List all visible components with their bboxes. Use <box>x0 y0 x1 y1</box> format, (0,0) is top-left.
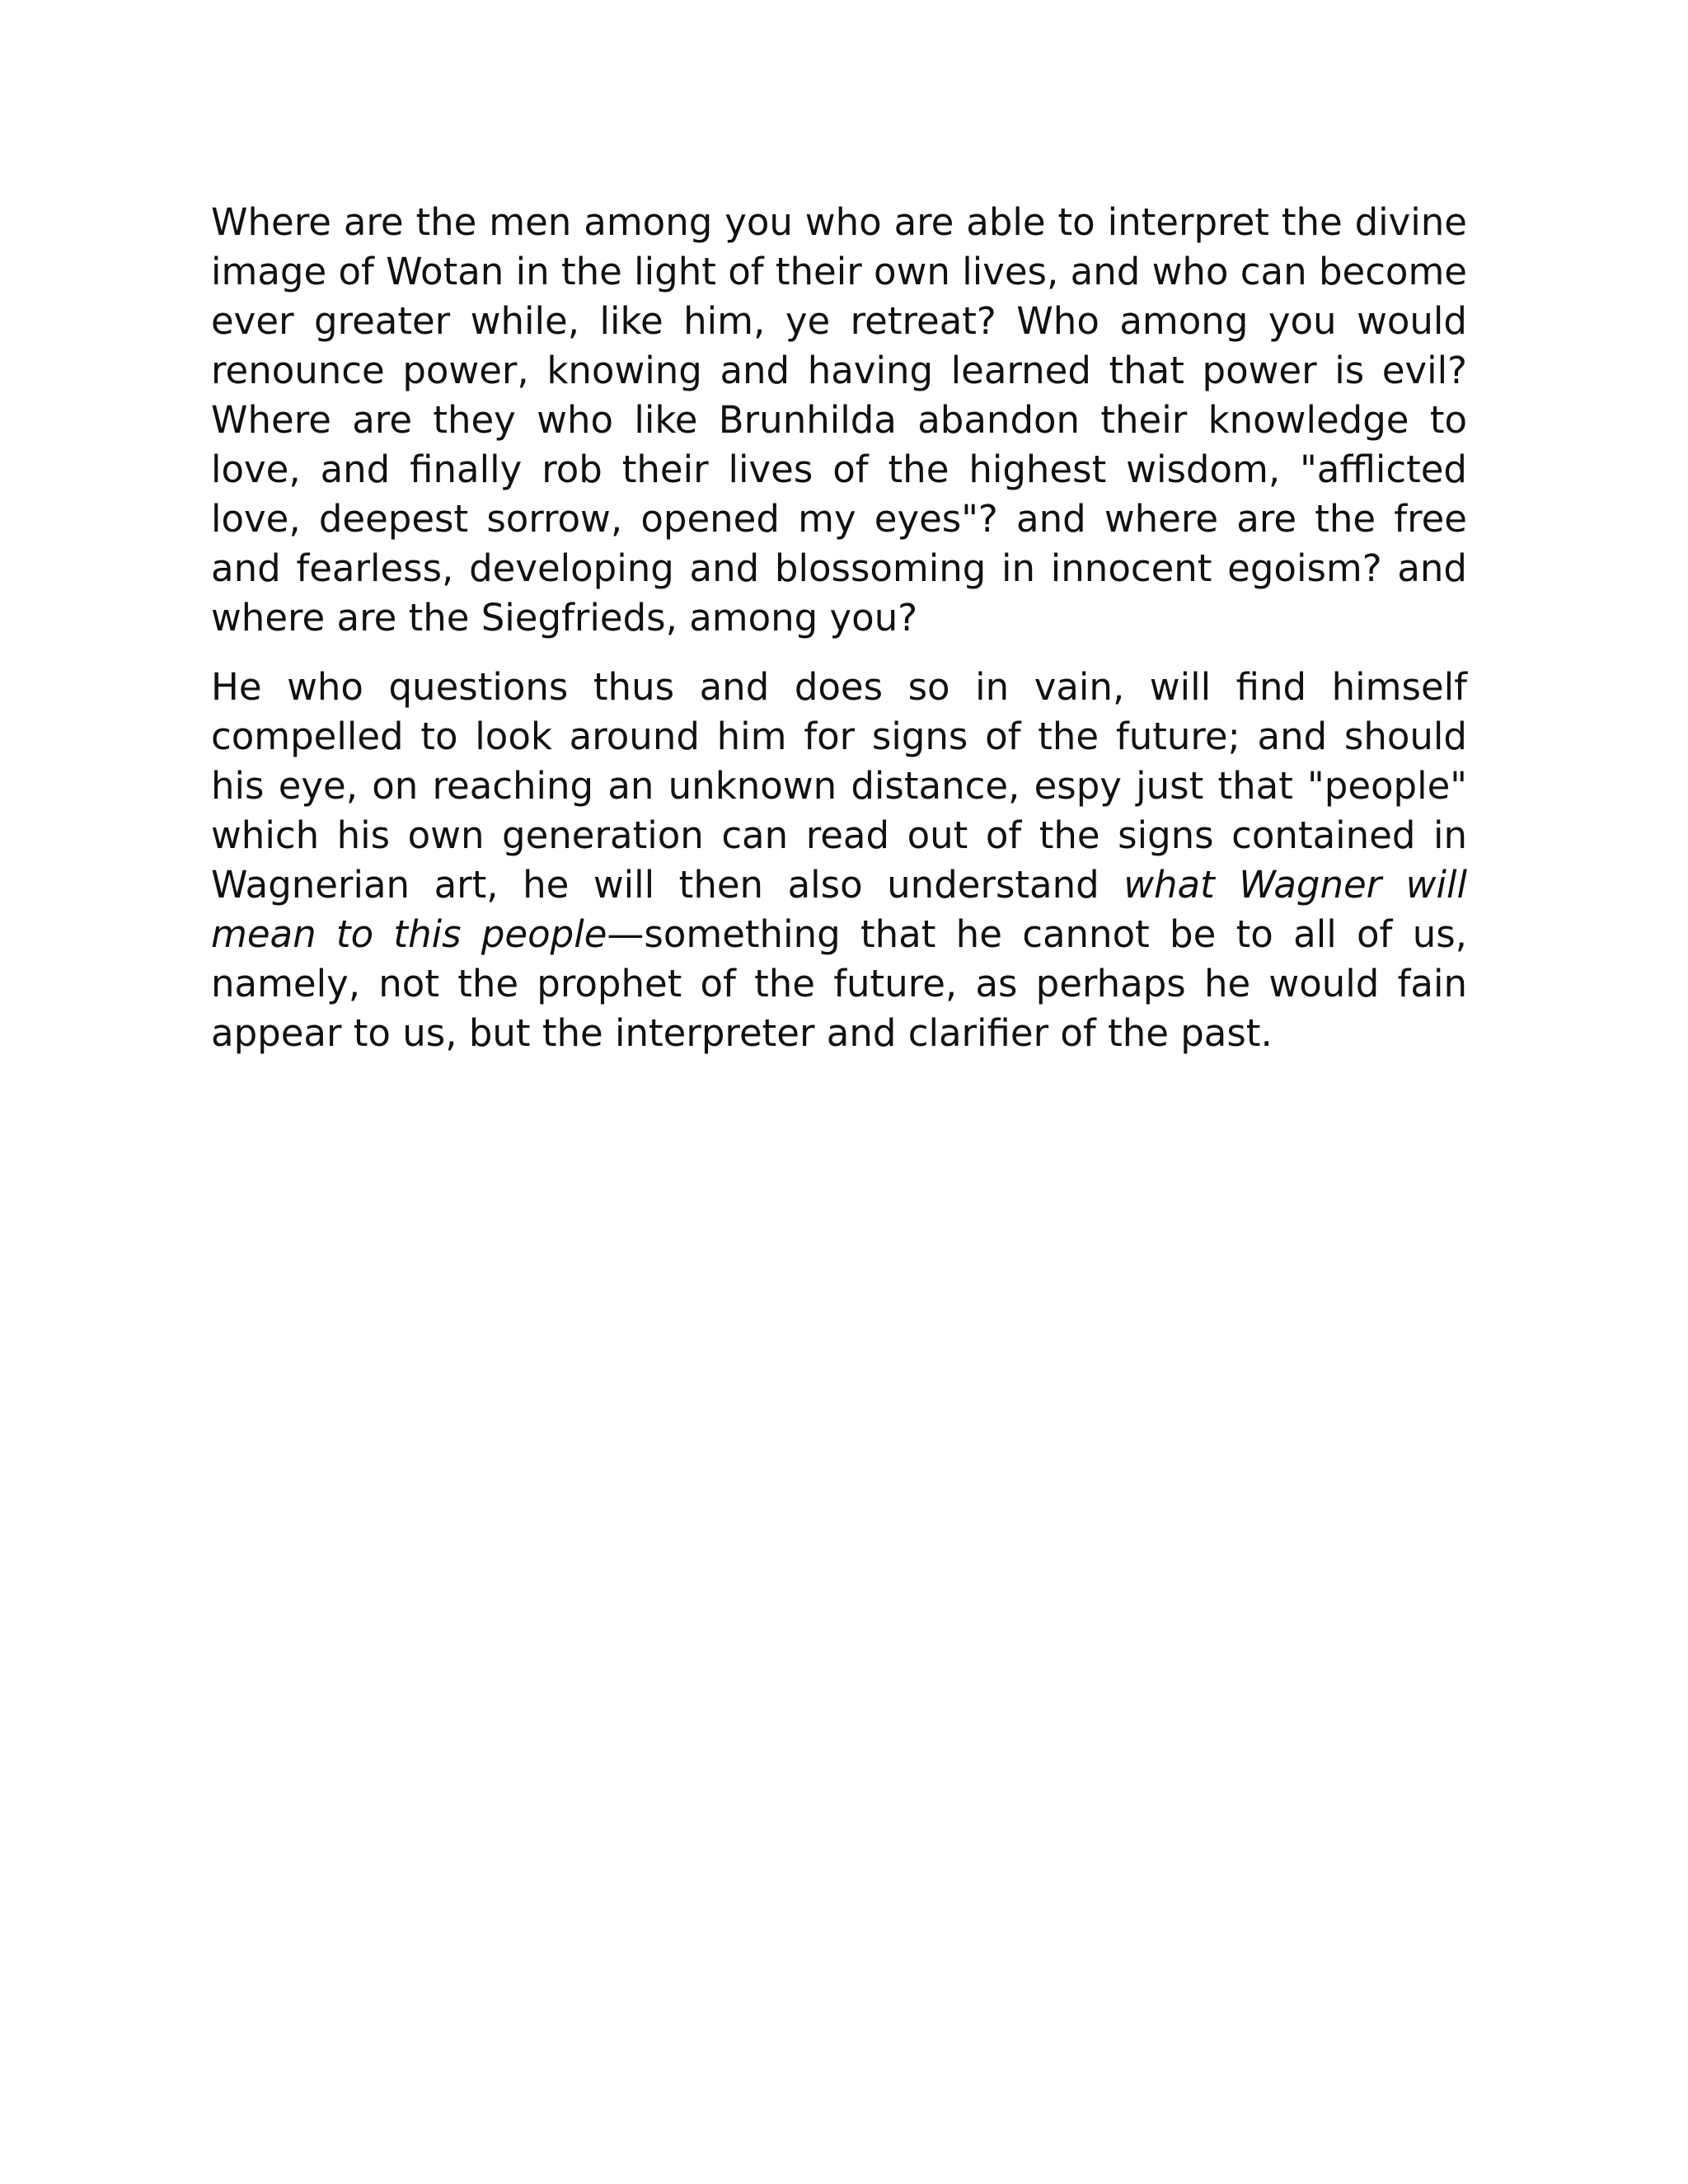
paragraph-2-after: —something that he cannot be to all of us, namely, not the prophet of the future, as perhaps he would fain appear to us, but the interpreter and clarifier of the past. <box>211 912 1467 1055</box>
paragraph-2-before: He who questions thus and does so in vain, will find himself compelled to look around him for signs of the future; and should his eye, on reaching an unknown distance, espy just that "people" which his own generation can read out of the signs contained in Wagnerian art, he will then also understand <box>211 665 1467 907</box>
paragraph-1: Where are the men among you who are able to interpret the divine image of Wotan in the light of their own lives, and who can become ever greater while, like him, ye retreat? Who among you would renounce power, knowing and having learned that power is evil? Where are they who like Brunhilda abandon their knowledge to love, and finally rob their lives of the highest wisdom, "afflicted love, deepest sorrow, opened my eyes"? and where are the free and fearless, developing and blossoming in innocent egoism? and where are the Siegfrieds, among you? <box>211 200 1467 640</box>
body-text <box>211 198 1467 1078</box>
paragraph-2 <box>211 663 1467 1058</box>
paragraph-2-emphasis: what Wagner will mean to this people <box>211 863 1467 956</box>
